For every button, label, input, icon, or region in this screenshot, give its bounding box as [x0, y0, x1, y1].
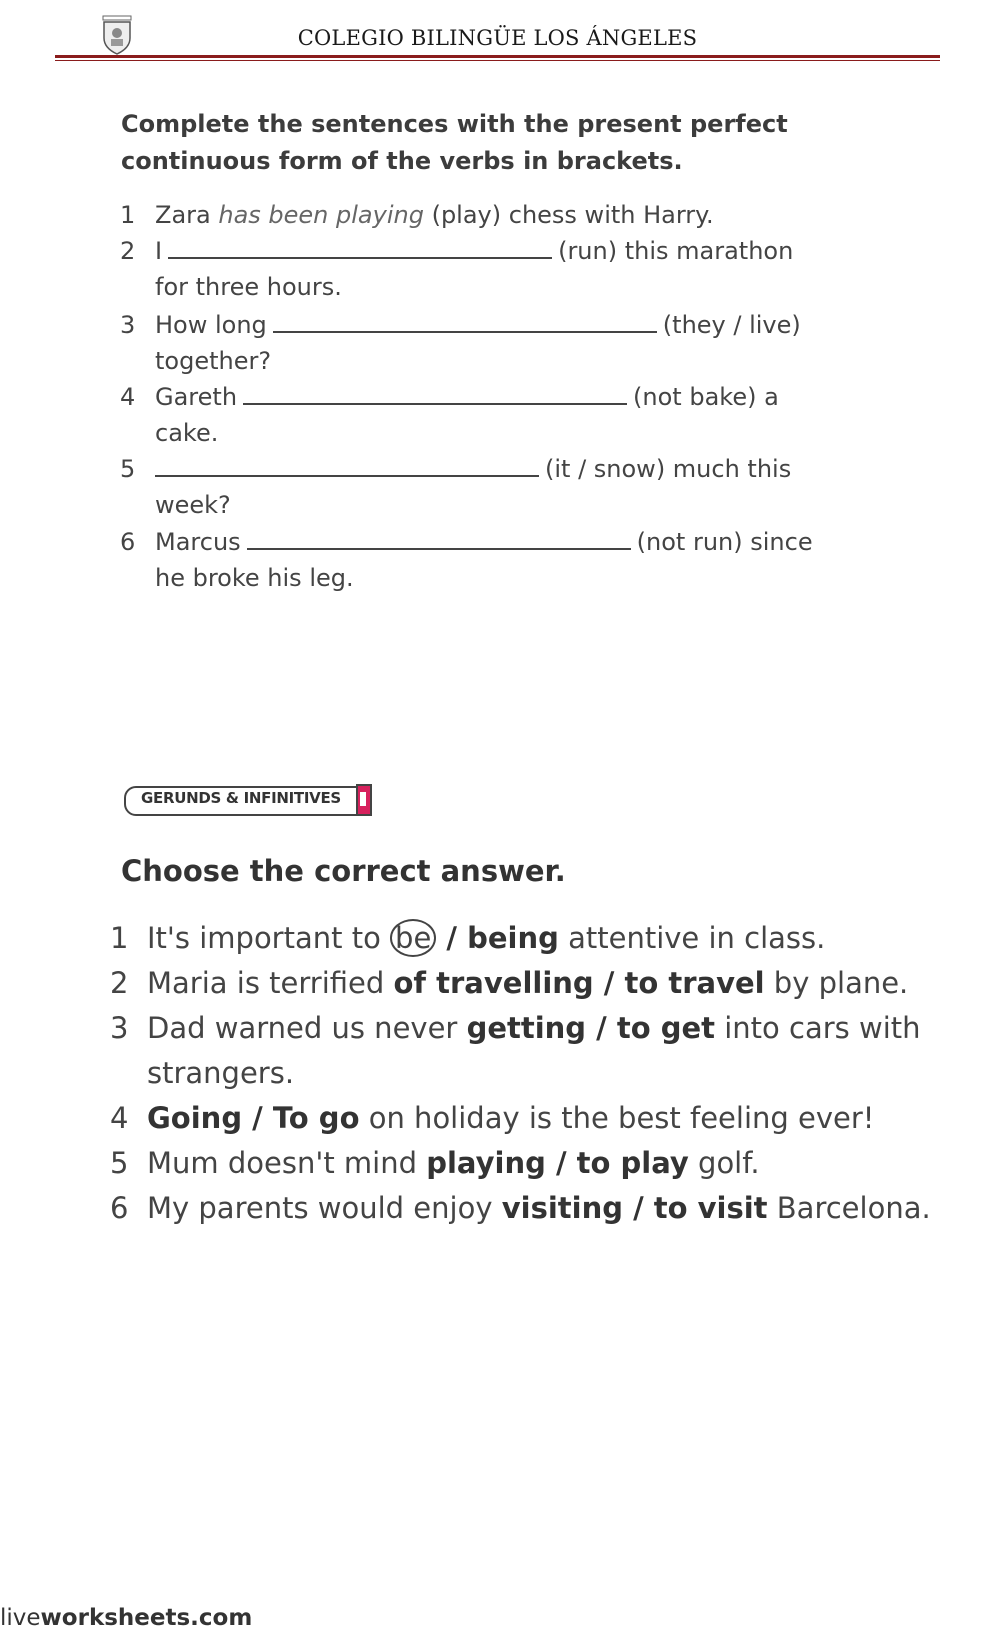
item-text: Going / To go on holiday is the best feeling ever!: [147, 1101, 875, 1135]
item-number: 3: [110, 1011, 129, 1045]
answer-blank[interactable]: [243, 379, 627, 405]
instruction-line-1: Complete the sentences with the present perfect: [121, 110, 788, 138]
options[interactable]: of travelling / to travel: [393, 966, 765, 1000]
item-continuation: together?: [155, 347, 272, 375]
example-answer: has been playing: [218, 201, 424, 229]
header-rule-thin: [55, 60, 940, 61]
item-number: 3: [120, 311, 136, 339]
liveworksheets-footer[interactable]: [0, 1605, 252, 1631]
instruction-line-2: continuous form of the verbs in brackets.: [121, 147, 683, 175]
tag-marker-inner: [360, 792, 366, 806]
item-number: 2: [110, 966, 129, 1000]
answer-blank[interactable]: [247, 524, 631, 550]
item-text: I (run) this marathon: [155, 232, 793, 270]
section-tag: GERUNDS & INFINITIVES: [141, 789, 341, 807]
school-name: COLEGIO BILINGÜE LOS ÁNGELES: [297, 26, 698, 50]
item-number: 5: [120, 455, 136, 483]
item-number: 5: [110, 1146, 129, 1180]
item-number: 1: [120, 201, 136, 229]
options[interactable]: Going / To go: [147, 1101, 360, 1135]
item-continuation: strangers.: [147, 1056, 295, 1090]
footer-brand-live: live: [0, 1605, 41, 1631]
item-text: Mum doesn't mind playing / to play golf.: [147, 1146, 760, 1180]
answer-blank[interactable]: [273, 307, 657, 333]
answer-blank[interactable]: [168, 233, 552, 259]
item-text: Maria is terrified of travelling / to travel by plane.: [147, 966, 909, 1000]
item-text: Marcus (not run) since: [155, 523, 813, 561]
item-continuation: cake.: [155, 419, 219, 447]
item-number: 2: [120, 237, 136, 265]
item-text: It's important to be / being attentive in class.: [147, 921, 826, 955]
circled-option[interactable]: be: [390, 919, 436, 957]
item-text: Gareth (not bake) a: [155, 378, 779, 416]
section1-instruction: [121, 106, 788, 180]
item-number: 6: [110, 1191, 129, 1225]
item-continuation: he broke his leg.: [155, 564, 354, 592]
item-text: Zara has been playing (play) chess with Harry.: [155, 201, 714, 229]
item-text: My parents would enjoy visiting / to visit Barcelona.: [147, 1191, 931, 1225]
footer-brand-worksheets: worksheets.com: [40, 1605, 253, 1631]
item-text: How long (they / live): [155, 306, 801, 344]
section2-instruction: Choose the correct answer.: [121, 854, 566, 888]
page-header: [55, 0, 940, 64]
options[interactable]: getting / to get: [466, 1011, 716, 1045]
item-text: (it / snow) much this: [155, 450, 791, 488]
options[interactable]: playing / to play: [426, 1146, 689, 1180]
item-text: Dad warned us never getting / to get into cars with: [147, 1011, 921, 1045]
item-number: 6: [120, 528, 136, 556]
header-rule: [55, 55, 940, 58]
options[interactable]: visiting / to visit: [501, 1191, 768, 1225]
option[interactable]: being: [467, 921, 559, 955]
item-continuation: week?: [155, 491, 231, 519]
item-number: 4: [110, 1101, 129, 1135]
item-number: 1: [110, 921, 129, 955]
item-number: 4: [120, 383, 136, 411]
item-continuation: for three hours.: [155, 273, 342, 301]
answer-blank[interactable]: [155, 451, 539, 477]
